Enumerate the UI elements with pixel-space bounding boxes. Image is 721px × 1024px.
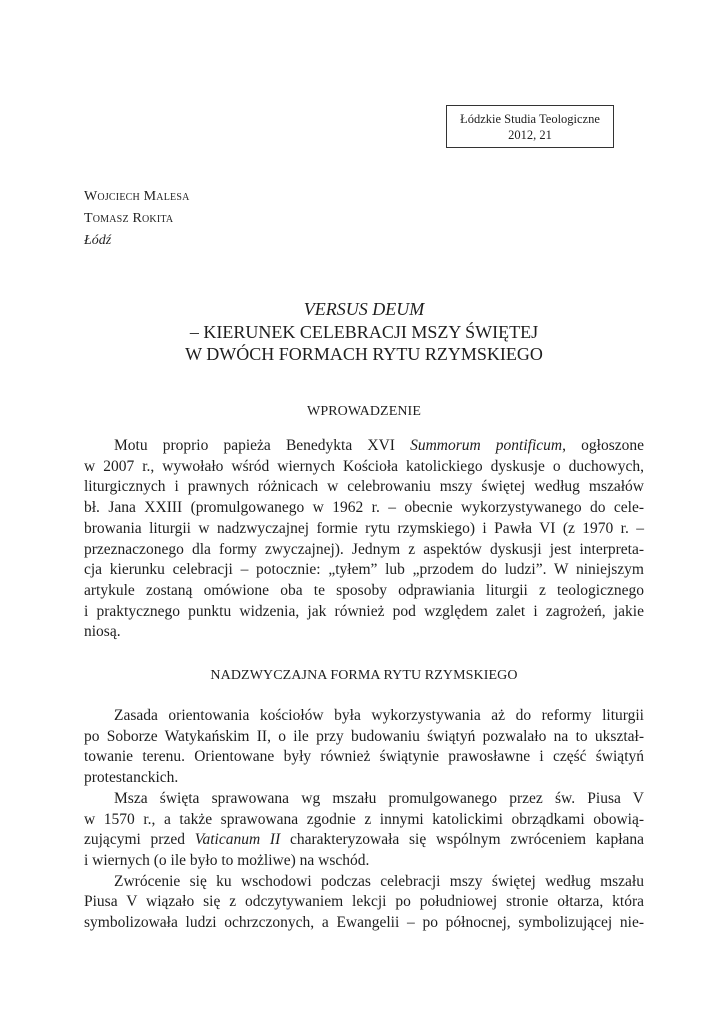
text-line: przeznaczonego dla formy zwyczajnej). Jednym z aspektów dyskusji jest interpreta- <box>84 540 644 558</box>
text-line: Piusa V wiązało się z odczytywaniem lekcji po południowej stronie ołtarza, która <box>84 893 644 911</box>
text-line: bł. Jana XXIII (promulgowanego w 1962 r. – obecnie wykorzystywanego do cele- <box>84 499 644 517</box>
journal-issue: 2012, 21 <box>508 128 552 142</box>
journal-info-box <box>446 105 614 148</box>
text-line: niosą. <box>84 623 121 641</box>
text-line: liturgicznych i prawnych różnicach w celebrowaniu mszy świętej według mszałów <box>84 478 644 496</box>
text-line: protestanckich. <box>84 769 179 787</box>
journal-name: Łódzkie Studia Teologiczne <box>460 112 600 126</box>
text-line: po Soborze Watykańskim II, o ile przy budowaniu świątyń pozwalało na to ukształ- <box>84 727 644 745</box>
text-line: cja kierunku celebracji – potocznie: „tyłem” lub „przodem do ludzi”. W niniejszym <box>84 561 644 579</box>
author-name: Tomasz Rokita <box>84 211 174 226</box>
section-heading: WPROWADZENIE <box>307 404 421 419</box>
text-line: Zwrócenie się ku wschodowi podczas celebracji mszy świętej według mszału <box>114 872 644 890</box>
text-line: zującymi przed Vaticanum II charakteryzowała się wspólnym zwróceniem kapłana <box>84 831 645 849</box>
authors-block <box>84 186 190 252</box>
text-line: Msza święta sprawowana wg mszału promulgowanego przez św. Piusa V <box>114 789 644 807</box>
text-line: i praktycznego punktu widzenia, jak również pod względem zalet i zagrożeń, jakie <box>84 602 644 620</box>
text-line: browania liturgii w nadzwyczajnej formie rytu rzymskiego) i Pawła VI (z 1970 r. – <box>84 519 644 537</box>
article-title <box>84 298 644 366</box>
text-line: artykule zostaną omówione oba te sposoby odprawiania liturgii z teologicznego <box>84 581 644 599</box>
paragraph-extraordinary-form <box>84 706 644 934</box>
title-line: VERSUS DEUM <box>303 299 425 319</box>
section-heading: NADZWYCZAJNA FORMA RYTU RZYMSKIEGO <box>210 668 518 683</box>
text-line: Zasada orientowania kościołów była wykorzystywania aż do reformy liturgii <box>114 707 644 724</box>
text-line: towanie terenu. Orientowane były również świątynie prawosławne i część świątyń <box>84 748 644 766</box>
text-line: i wiernych (o ile było to możliwe) na wschód. <box>84 851 370 869</box>
paragraph-introduction <box>84 436 644 643</box>
text-line: w 2007 r., wywołało wśród wiernych Kościoła katolickiego dyskusje o duchowych, <box>84 457 644 475</box>
title-line: – KIERUNEK CELEBRACJI MSZY ŚWIĘTEJ <box>189 321 539 342</box>
text-line: w 1570 r., a także sprawowana zgodnie z innymi katolickimi obrządkami obowią- <box>84 810 644 828</box>
author-place: Łódź <box>84 233 112 248</box>
text-line: Motu proprio papieża Benedykta XVI Summorum pontificum, ogłoszone <box>114 437 644 454</box>
title-line: W DWÓCH FORMACH RYTU RZYMSKIEGO <box>185 344 543 364</box>
author-name: Wojciech Malesa <box>84 189 190 204</box>
text-line: symbolizowała ludzi ochrzczonych, a Ewangelii – po północnej, symbolizującej nie- <box>84 914 644 932</box>
